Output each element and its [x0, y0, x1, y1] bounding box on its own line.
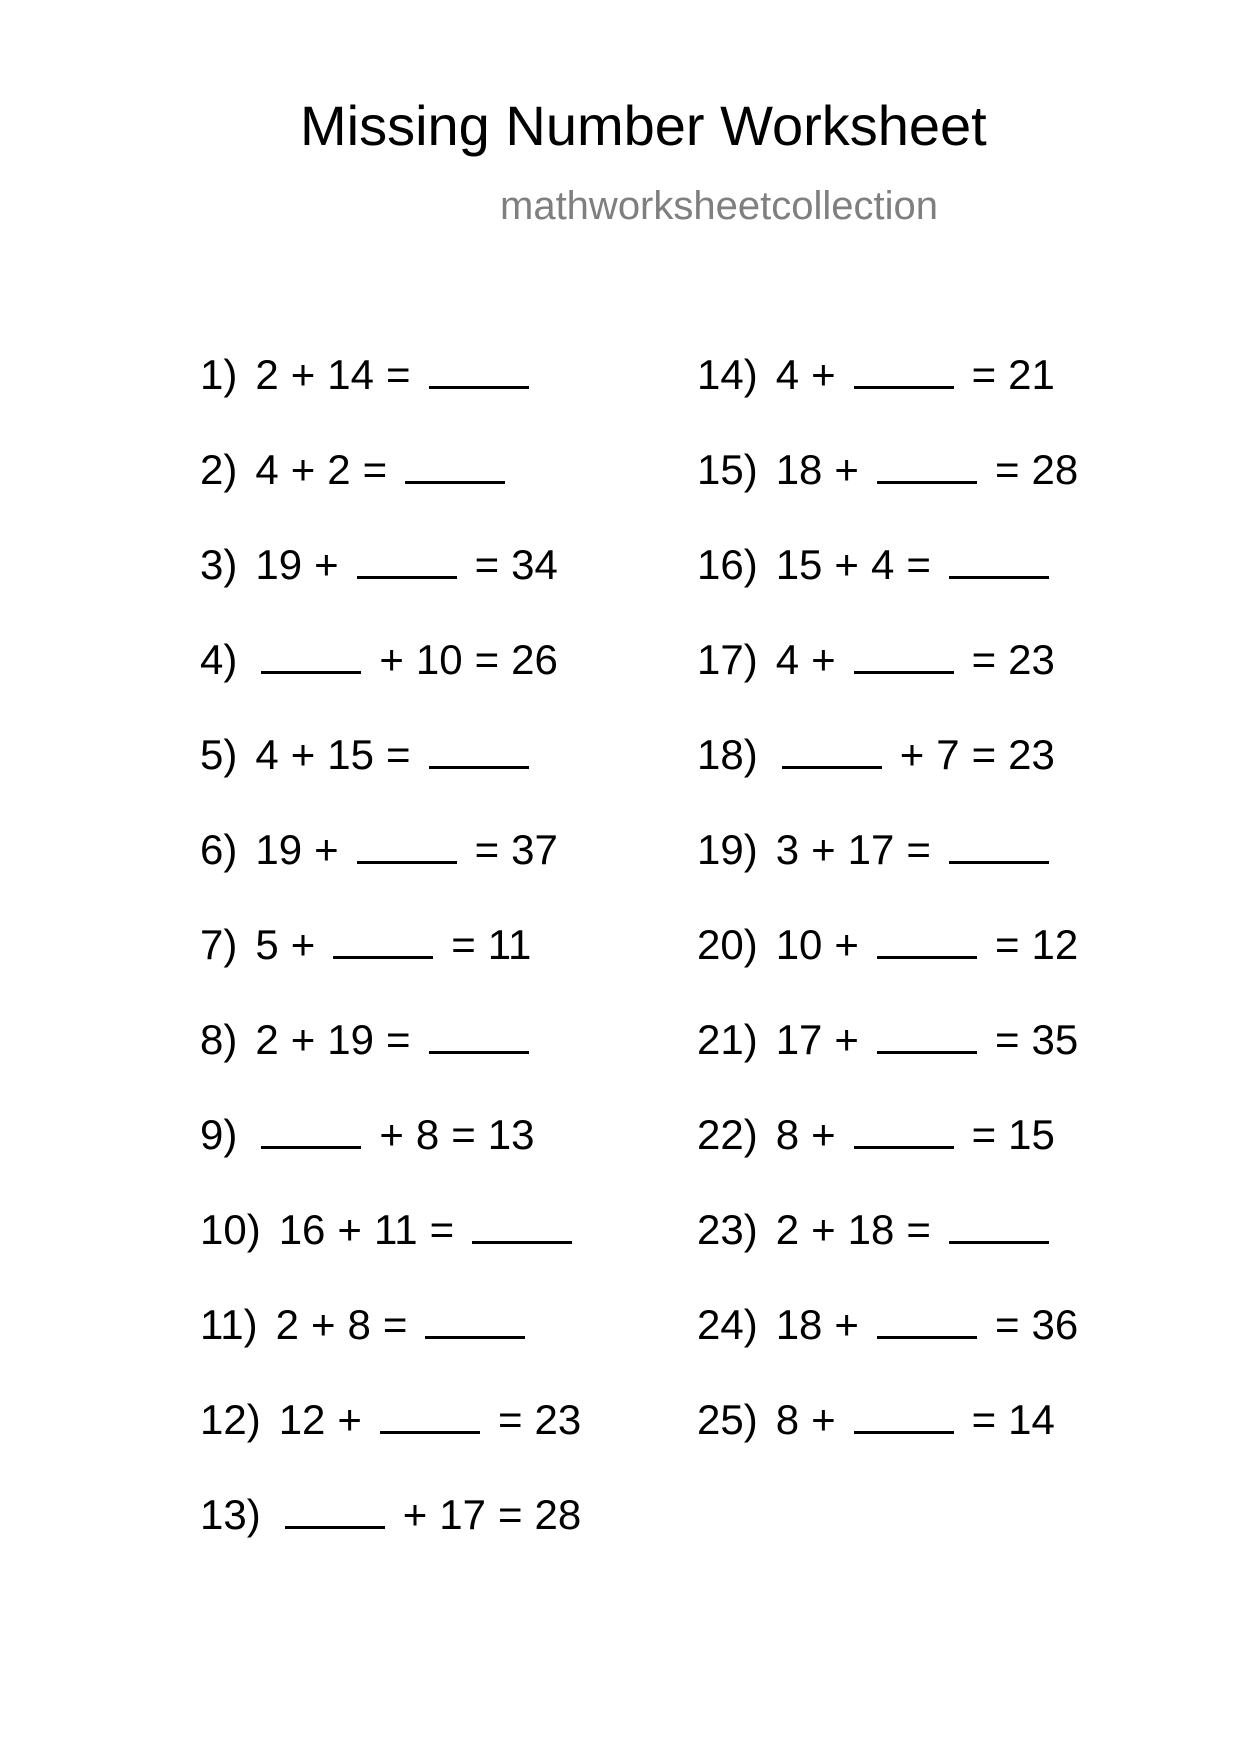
- problem-item: [200, 730, 587, 825]
- plus-sign: +: [290, 731, 316, 778]
- problem-item: [200, 1015, 587, 1110]
- equals-sign: =: [382, 1301, 408, 1348]
- result: 15: [1008, 1111, 1055, 1158]
- problem-item: [697, 920, 1084, 1015]
- equals-sign: =: [362, 446, 388, 493]
- answer-blank[interactable]: [854, 1395, 954, 1434]
- answer-blank[interactable]: [425, 1300, 525, 1339]
- operand-b: 15: [327, 731, 374, 778]
- operand-a: 17: [775, 1016, 823, 1063]
- operand-a: 8: [775, 1396, 800, 1443]
- answer-blank[interactable]: [782, 730, 882, 769]
- operand-b: 10: [415, 636, 463, 683]
- plus-sign: +: [834, 1016, 859, 1063]
- operand-b: 19: [327, 1016, 374, 1063]
- equals-sign: =: [497, 1396, 523, 1443]
- answer-blank[interactable]: [877, 920, 977, 959]
- problem-item: [200, 1110, 587, 1205]
- equals-sign: =: [994, 1301, 1020, 1348]
- plus-sign: +: [834, 446, 859, 493]
- equals-sign: =: [451, 921, 476, 968]
- plus-sign: +: [811, 1396, 836, 1443]
- plus-sign: +: [834, 541, 859, 588]
- operand-a: 2: [275, 1301, 299, 1348]
- equals-sign: =: [474, 541, 500, 588]
- problem-item: [200, 920, 587, 1015]
- operand-a: 4: [775, 636, 800, 683]
- operand-a: 3: [775, 826, 800, 873]
- worksheet-title: Missing Number Worksheet: [300, 94, 987, 157]
- operand-a: 16: [278, 1206, 326, 1253]
- answer-blank[interactable]: [429, 730, 529, 769]
- operand-a: 18: [775, 1301, 823, 1348]
- answer-blank[interactable]: [333, 920, 433, 959]
- problem-number: 7): [200, 921, 238, 968]
- answer-blank[interactable]: [357, 540, 457, 579]
- operand-a: 8: [775, 1111, 800, 1158]
- equals-sign: =: [994, 1016, 1020, 1063]
- answer-blank[interactable]: [949, 825, 1049, 864]
- answer-blank[interactable]: [949, 540, 1049, 579]
- result: 21: [1008, 351, 1055, 398]
- answer-blank[interactable]: [285, 1490, 385, 1529]
- worksheet-subtitle: mathworksheetcollection: [500, 184, 938, 228]
- result: 23: [534, 1396, 582, 1443]
- problem-number: 11): [200, 1301, 258, 1348]
- problem-column-right: [697, 350, 1084, 1490]
- plus-sign: +: [337, 1396, 362, 1443]
- operand-b: 17: [847, 826, 895, 873]
- problem-item: [697, 540, 1084, 635]
- answer-blank[interactable]: [380, 1395, 480, 1434]
- operand-a: 2: [255, 351, 279, 398]
- equals-sign: =: [429, 1206, 455, 1253]
- plus-sign: +: [337, 1206, 362, 1253]
- result: 37: [511, 826, 558, 873]
- plus-sign: +: [290, 446, 316, 493]
- result: 35: [1031, 1016, 1079, 1063]
- plus-sign: +: [811, 1111, 836, 1158]
- problem-number: 22): [697, 1111, 758, 1158]
- equals-sign: =: [451, 1111, 476, 1158]
- result: 28: [534, 1491, 582, 1538]
- problem-item: [200, 540, 587, 635]
- answer-blank[interactable]: [429, 350, 529, 389]
- result: 28: [1031, 446, 1079, 493]
- problem-item: [200, 825, 587, 920]
- equals-sign: =: [474, 636, 500, 683]
- operand-a: 18: [775, 446, 823, 493]
- operand-b: 14: [327, 351, 374, 398]
- problem-item: [697, 1395, 1084, 1490]
- answer-blank[interactable]: [357, 825, 457, 864]
- plus-sign: +: [290, 351, 316, 398]
- problem-number: 1): [200, 351, 238, 398]
- plus-sign: +: [379, 636, 404, 683]
- plus-sign: +: [834, 921, 859, 968]
- equals-sign: =: [385, 731, 411, 778]
- problem-item: [697, 1110, 1084, 1205]
- operand-a: 2: [775, 1206, 800, 1253]
- problem-item: [697, 445, 1084, 540]
- problem-number: 5): [200, 731, 238, 778]
- equals-sign: =: [474, 826, 500, 873]
- equals-sign: =: [906, 826, 931, 873]
- equals-sign: =: [497, 1491, 523, 1538]
- plus-sign: +: [314, 541, 339, 588]
- problem-number: 6): [200, 826, 238, 873]
- operand-a: 4: [775, 351, 800, 398]
- operand-a: 4: [255, 446, 279, 493]
- result: 26: [511, 636, 558, 683]
- result: 34: [511, 541, 558, 588]
- plus-sign: +: [290, 921, 316, 968]
- problem-number: 18): [697, 731, 758, 778]
- answer-blank[interactable]: [949, 1205, 1049, 1244]
- equals-sign: =: [906, 541, 931, 588]
- equals-sign: =: [906, 1206, 931, 1253]
- result: 11: [487, 921, 532, 968]
- problem-number: 20): [697, 921, 758, 968]
- problem-number: 4): [200, 636, 238, 683]
- problem-number: 14): [697, 351, 758, 398]
- answer-blank[interactable]: [854, 1110, 954, 1149]
- operand-a: 19: [255, 826, 303, 873]
- problem-item: [200, 445, 587, 540]
- problem-item: [697, 1205, 1084, 1300]
- problem-item: [200, 1205, 587, 1300]
- equals-sign: =: [971, 636, 997, 683]
- answer-blank[interactable]: [472, 1205, 572, 1244]
- problem-item: [697, 730, 1084, 825]
- plus-sign: +: [314, 826, 339, 873]
- plus-sign: +: [834, 1301, 859, 1348]
- plus-sign: +: [811, 636, 836, 683]
- operand-a: 2: [255, 1016, 279, 1063]
- answer-blank[interactable]: [877, 1300, 977, 1339]
- equals-sign: =: [994, 446, 1020, 493]
- result: 12: [1031, 921, 1079, 968]
- problem-item: [200, 635, 587, 730]
- problem-number: 19): [697, 826, 758, 873]
- result: 14: [1008, 1396, 1055, 1443]
- answer-blank[interactable]: [429, 1015, 529, 1054]
- result: 13: [487, 1111, 535, 1158]
- operand-a: 15: [775, 541, 823, 588]
- problem-number: 3): [200, 541, 238, 588]
- answer-blank[interactable]: [261, 1110, 361, 1149]
- operand-a: 5: [255, 921, 279, 968]
- problem-number: 23): [697, 1206, 758, 1253]
- answer-blank[interactable]: [261, 635, 361, 674]
- problem-number: 10): [200, 1206, 261, 1253]
- plus-sign: +: [811, 826, 836, 873]
- problem-item: [200, 350, 587, 445]
- equals-sign: =: [971, 351, 997, 398]
- plus-sign: +: [310, 1301, 336, 1348]
- equals-sign: =: [385, 1016, 411, 1063]
- problem-number: 8): [200, 1016, 238, 1063]
- plus-sign: +: [402, 1491, 428, 1538]
- operand-b: 18: [847, 1206, 895, 1253]
- answer-blank[interactable]: [854, 635, 954, 674]
- problem-item: [697, 635, 1084, 730]
- problem-number: 25): [697, 1396, 758, 1443]
- problem-item: [697, 825, 1084, 920]
- problem-number: 17): [697, 636, 758, 683]
- equals-sign: =: [994, 921, 1020, 968]
- problem-number: 13): [200, 1491, 261, 1538]
- operand-b: 17: [439, 1491, 486, 1538]
- problem-number: 12): [200, 1396, 261, 1443]
- problem-column-left: [200, 350, 587, 1585]
- operand-b: 8: [415, 1111, 440, 1158]
- plus-sign: +: [379, 1111, 404, 1158]
- problem-item: [697, 1300, 1084, 1395]
- operand-b: 7: [936, 731, 960, 778]
- problem-item: [697, 1015, 1084, 1110]
- plus-sign: +: [811, 1206, 836, 1253]
- operand-a: 10: [775, 921, 823, 968]
- problem-number: 9): [200, 1111, 238, 1158]
- plus-sign: +: [290, 1016, 316, 1063]
- result: 23: [1008, 636, 1055, 683]
- problem-number: 24): [697, 1301, 758, 1348]
- equals-sign: =: [385, 351, 411, 398]
- problem-item: [200, 1395, 587, 1490]
- answer-blank[interactable]: [877, 445, 977, 484]
- operand-b: 8: [347, 1301, 371, 1348]
- equals-sign: =: [971, 1111, 997, 1158]
- problem-number: 21): [697, 1016, 758, 1063]
- problem-number: 16): [697, 541, 758, 588]
- operand-b: 4: [870, 541, 895, 588]
- equals-sign: =: [971, 731, 997, 778]
- problem-number: 2): [200, 446, 238, 493]
- problem-item: [697, 350, 1084, 445]
- equals-sign: =: [971, 1396, 997, 1443]
- plus-sign: +: [899, 731, 925, 778]
- answer-blank[interactable]: [877, 1015, 977, 1054]
- answer-blank[interactable]: [854, 350, 954, 389]
- operand-a: 4: [255, 731, 279, 778]
- result: 23: [1008, 731, 1055, 778]
- operand-a: 19: [255, 541, 303, 588]
- operand-b: 2: [327, 446, 351, 493]
- problem-number: 15): [697, 446, 758, 493]
- problem-item: [200, 1490, 587, 1585]
- operand-a: 12: [278, 1396, 326, 1443]
- result: 36: [1031, 1301, 1079, 1348]
- operand-b: 11: [373, 1206, 418, 1253]
- answer-blank[interactable]: [405, 445, 505, 484]
- problem-item: [200, 1300, 587, 1395]
- plus-sign: +: [811, 351, 836, 398]
